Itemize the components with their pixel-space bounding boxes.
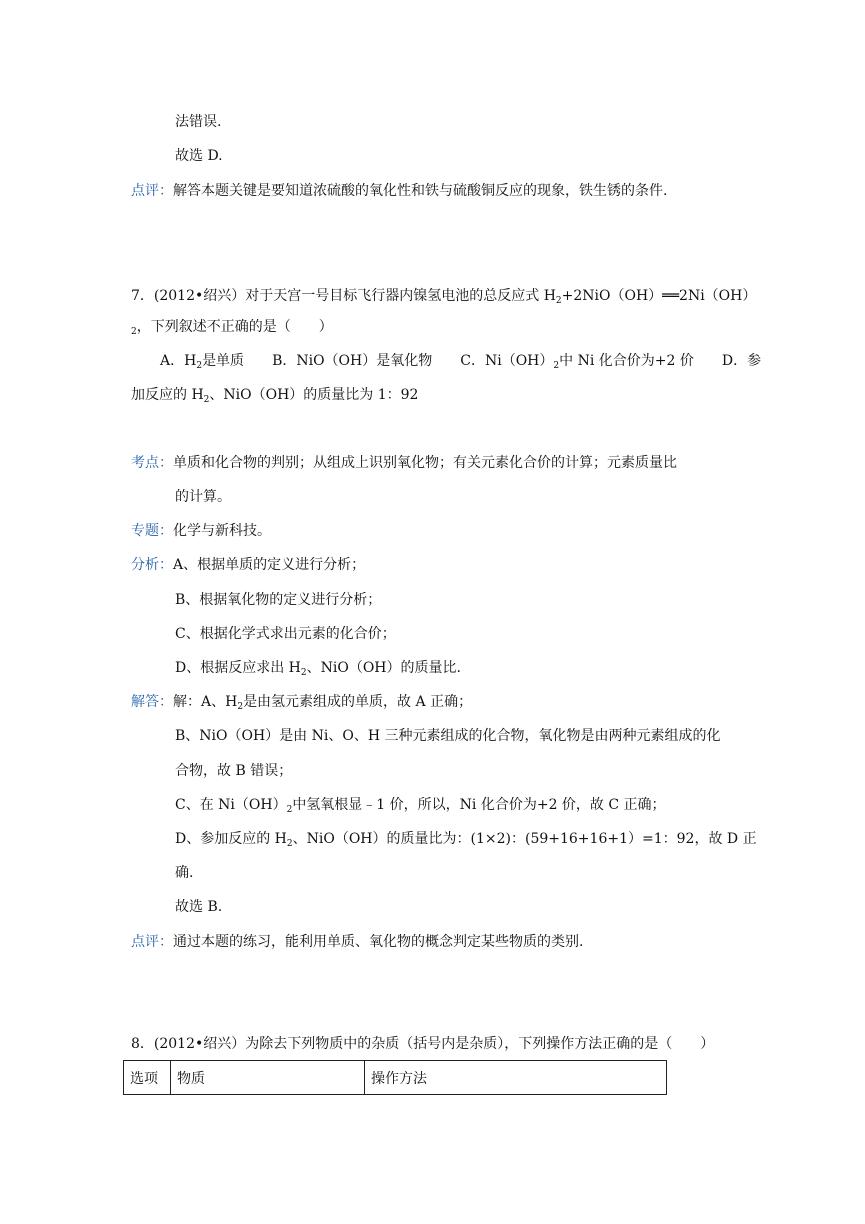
q7-stem: [131, 286, 756, 306]
jieda-b-cont: 合物，故 B 错误；: [175, 763, 293, 779]
table-header-row: [124, 1061, 667, 1095]
q7-stem-part: 7．(2012•绍兴）对于天宫一号目标飞行器内镍氢电池的总反应式 H: [131, 288, 556, 304]
jieda-a: 解：A、$H_2$是由氢元素组成的单质，故 A 正确；: [173, 694, 473, 712]
comment-text: 解答本题关键是要知道浓硫酸的氧化性和铁与硫酸铜反应的现象，铁生锈的条件.: [173, 183, 668, 199]
option-b: B．NiO（OH）是氧化物: [272, 353, 433, 369]
table-header-cell: 物质: [171, 1061, 365, 1095]
subscript: 2: [555, 296, 562, 306]
q7-stem-part: +2NiO（OH）══2Ni（OH）: [561, 288, 757, 304]
q7-kaodian: [131, 453, 677, 473]
kaodian-text: 单质和化合物的判别；从组成上识别氧化物；有关元素化合价的计算；元素质量比: [173, 455, 677, 471]
table-header-cell: 操作方法: [365, 1061, 667, 1095]
jieda-d: D、参加反应的 $H_2$、NiO（OH）的质量比为：(1×2)：(59+16+16+1）=1：92，故 D 正: [175, 831, 757, 849]
zhuanti-text: 化学与新科技。: [173, 523, 271, 539]
q7-stem-part: ，下列叙述不正确的是（ ）: [136, 319, 333, 335]
option-c: C．$Ni(OH)_2$中 Ni 化合价为+2 价: [460, 353, 694, 371]
q8-stem: 8．(2012•绍兴）为除去下列物质中的杂质（括号内是杂质），下列操作方法正确的是（ ）: [131, 1036, 715, 1052]
q6-text-line: 法错误.: [175, 114, 222, 130]
q7-comment: [131, 932, 583, 952]
comment-label: 点评：: [131, 934, 173, 950]
option-d-cont: 加反应的 $H_2$、NiO（OH）的质量比为 1：92: [131, 387, 419, 405]
comment-text: 通过本题的练习，能利用单质、氧化物的概念判定某些物质的类别.: [173, 934, 584, 950]
q6-comment: [131, 181, 667, 201]
fenxi-b: B、根据氧化物的定义进行分析；: [175, 592, 382, 608]
fenxi-label: 分析：: [131, 557, 173, 573]
jieda-choice: 故选 B.: [175, 899, 223, 915]
table-header-cell: 选项: [124, 1061, 171, 1095]
fenxi-d: D、根据反应求出 $H_2$、NiO（OH）的质量比.: [175, 660, 461, 678]
q8-table: [123, 1060, 667, 1095]
subscript: 2: [131, 327, 137, 337]
jieda-b: B、NiO（OH）是由 Ni、O、H 三种元素组成的化合物，氧化物是由两种元素组成的化: [175, 728, 721, 744]
fenxi-c: C、根据化学式求出元素的化合价；: [175, 626, 396, 642]
q7-stem-cont: [131, 317, 333, 337]
q7-options: [160, 351, 761, 371]
q7-kaodian-cont: 的计算。: [175, 489, 231, 505]
fenxi-a: A、根据单质的定义进行分析；: [173, 557, 366, 573]
option-d: D．参: [721, 353, 762, 369]
comment-label: 点评：: [131, 183, 173, 199]
zhuanti-label: 专题：: [131, 523, 173, 539]
option-a: A．$H_2$是单质: [160, 353, 245, 371]
q7-fenxi: [131, 555, 365, 575]
kaodian-label: 考点：: [131, 455, 173, 471]
q7-jieda: [131, 692, 472, 712]
q7-zhuanti: [131, 521, 271, 541]
jieda-d-cont: 确.: [175, 865, 194, 881]
jieda-label: 解答：: [131, 694, 173, 710]
q6-answer-choice: 故选 D.: [175, 148, 223, 164]
jieda-c: C、在 $Ni(OH)_2$中氢氧根显﹣1 价，所以，Ni 化合价为+2 价，故 C 正确；: [175, 797, 666, 815]
